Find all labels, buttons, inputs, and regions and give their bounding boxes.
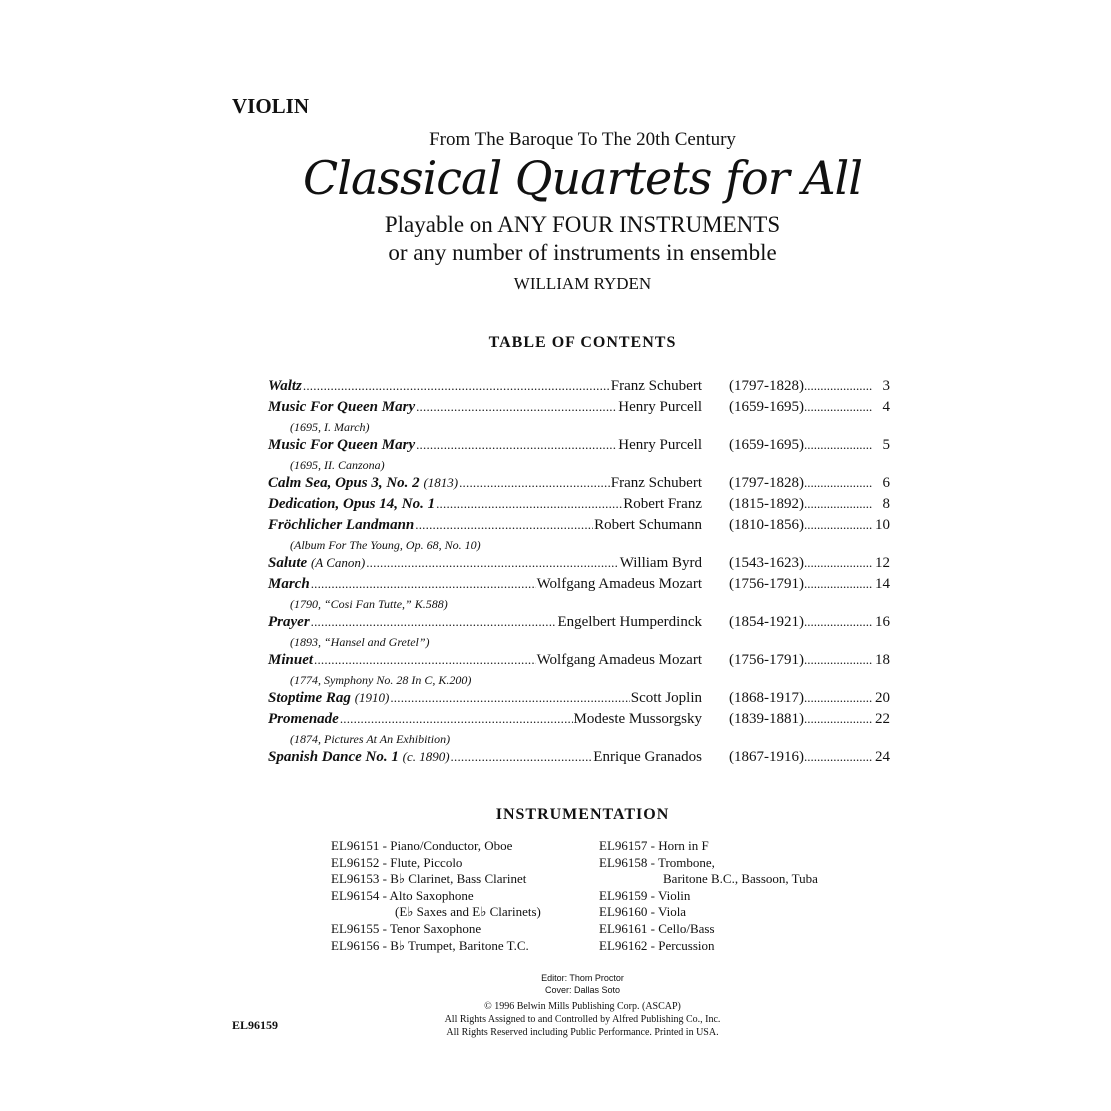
copyright-line: © 1996 Belwin Mills Publishing Corp. (ASCAP) bbox=[484, 1001, 681, 1012]
toc-leader-dots bbox=[804, 378, 872, 395]
toc-piece-subtitle: (Album For The Young, Op. 68, No. 10) bbox=[290, 538, 481, 552]
instrumentation-item: EL96158 - Trombone, bbox=[599, 854, 715, 870]
toc-page-number: 3 bbox=[882, 378, 890, 394]
toc-page-number: 20 bbox=[875, 690, 890, 706]
toc-leader-dots bbox=[436, 496, 622, 513]
toc-composer-dates: (1867-1916) bbox=[729, 749, 804, 765]
toc-piece-subtitle: (1790, “Cosi Fan Tutte,” K.588) bbox=[290, 597, 448, 611]
toc-composer: Engelbert Humperdinck bbox=[557, 614, 702, 630]
part-label: VIOLIN bbox=[232, 94, 310, 118]
toc-entry-line bbox=[268, 555, 890, 576]
toc-piece-note: (1910) bbox=[354, 690, 390, 705]
editor-credit: Editor: Thom Proctor bbox=[541, 973, 624, 983]
toc-page-number: 5 bbox=[882, 437, 890, 453]
tagline-2: or any number of instruments in ensemble bbox=[388, 240, 777, 265]
toc-composer: Robert Schumann bbox=[594, 517, 702, 533]
toc-composer-dates: (1756-1791) bbox=[729, 576, 804, 592]
toc-composer-dates: (1815-1892) bbox=[729, 496, 804, 512]
toc-heading: TABLE OF CONTENTS bbox=[488, 334, 677, 351]
toc-composer: Enrique Granados bbox=[593, 749, 702, 765]
toc-piece-title: Minuet bbox=[268, 652, 314, 668]
toc-entry bbox=[268, 378, 890, 399]
cover-credit: Cover: Dallas Soto bbox=[544, 985, 621, 995]
toc-composer-dates: (1797-1828) bbox=[729, 378, 804, 394]
toc-entry-line bbox=[268, 690, 890, 711]
toc-composer-dates: (1659-1695) bbox=[729, 399, 804, 415]
catalog-code: EL96159 bbox=[232, 1018, 279, 1032]
toc-composer: Franz Schubert bbox=[610, 475, 702, 491]
toc-leader-dots bbox=[804, 475, 872, 492]
toc-piece-title: Fröchlicher Landmann bbox=[268, 517, 415, 533]
instrumentation-heading: INSTRUMENTATION bbox=[495, 806, 670, 823]
toc-composer: Scott Joplin bbox=[630, 690, 702, 706]
toc-leader-dots bbox=[804, 399, 872, 416]
subtitle: From The Baroque To The 20th Century bbox=[429, 129, 736, 150]
toc-leader-dots bbox=[804, 555, 872, 572]
toc-entry bbox=[268, 749, 890, 770]
toc-entry-line bbox=[268, 576, 890, 597]
toc-leader-dots bbox=[451, 749, 593, 766]
toc-page-number: 4 bbox=[882, 399, 890, 415]
toc-piece-title: Prayer bbox=[268, 614, 310, 630]
toc-leader-dots bbox=[804, 690, 872, 707]
toc-page-number: 16 bbox=[875, 614, 890, 630]
copyright-line: All Rights Assigned to and Controlled by Alfred Publishing Co., Inc. bbox=[444, 1014, 721, 1025]
instrumentation-right-column bbox=[599, 838, 818, 954]
toc-entry-line bbox=[268, 749, 890, 770]
toc-composer-dates: (1543-1623) bbox=[729, 555, 804, 571]
toc-entry bbox=[268, 576, 890, 614]
toc-entry bbox=[268, 555, 890, 576]
toc-piece-subtitle: (1893, “Hansel and Gretel”) bbox=[290, 635, 430, 649]
copyright-line: All Rights Reserved including Public Performance. Printed in USA. bbox=[446, 1027, 719, 1038]
toc-leader-dots bbox=[804, 496, 872, 513]
toc-entry bbox=[268, 496, 890, 517]
toc-composer-dates: (1659-1695) bbox=[729, 437, 804, 453]
toc-entry-line bbox=[268, 652, 890, 673]
instrumentation-item: EL96160 - Viola bbox=[599, 904, 687, 920]
toc-leader-dots bbox=[804, 517, 872, 534]
toc-page-number: 6 bbox=[882, 475, 890, 491]
toc-composer-dates: (1797-1828) bbox=[729, 475, 804, 491]
toc-entry bbox=[268, 614, 890, 652]
toc-composer: Wolfgang Amadeus Mozart bbox=[536, 576, 702, 592]
toc-piece-note: (c. 1890) bbox=[402, 749, 450, 764]
toc-piece-title: March bbox=[268, 576, 310, 592]
book-title: Classical Quartets for All bbox=[303, 151, 862, 205]
toc-piece-title: Promenade bbox=[268, 711, 339, 727]
toc-page-number: 22 bbox=[875, 711, 890, 727]
instrumentation-item: EL96162 - Percussion bbox=[599, 937, 715, 953]
toc-entry-line bbox=[268, 711, 890, 732]
instrumentation-item: Baritone B.C., Bassoon, Tuba bbox=[663, 871, 818, 887]
toc-piece-note: (1813) bbox=[423, 475, 459, 490]
toc-page-number: 8 bbox=[882, 496, 890, 512]
toc-page-number: 18 bbox=[875, 652, 890, 668]
toc-leader-dots bbox=[366, 555, 618, 572]
toc-piece-title: Dedication, Opus 14, No. 1 bbox=[268, 496, 436, 512]
toc-composer: William Byrd bbox=[619, 555, 702, 571]
toc-piece-subtitle: (1695, I. March) bbox=[290, 420, 370, 434]
toc-entry bbox=[268, 690, 890, 711]
toc-leader-dots bbox=[416, 437, 617, 454]
instrumentation-item: EL96155 - Tenor Saxophone bbox=[331, 920, 482, 936]
toc-leader-dots bbox=[804, 749, 872, 766]
toc-leader-dots bbox=[416, 399, 617, 416]
toc-entry-line bbox=[268, 399, 890, 420]
toc-entry bbox=[268, 652, 890, 690]
toc-entry-line bbox=[268, 378, 890, 399]
table-of-contents bbox=[268, 378, 890, 770]
toc-piece-title: Spanish Dance No. 1 bbox=[268, 749, 399, 765]
toc-leader-dots bbox=[459, 475, 610, 492]
toc-leader-dots bbox=[340, 711, 573, 728]
toc-composer: Robert Franz bbox=[623, 496, 702, 512]
toc-composer-dates: (1868-1917) bbox=[729, 690, 804, 706]
toc-leader-dots bbox=[804, 614, 872, 631]
toc-entry bbox=[268, 475, 890, 496]
toc-composer: Franz Schubert bbox=[610, 378, 702, 394]
copyright-notice bbox=[0, 1000, 1111, 1039]
toc-piece-subtitle: (1774, Symphony No. 28 In C, K.200) bbox=[290, 673, 472, 687]
toc-entry-line bbox=[268, 437, 890, 458]
instrumentation-item: EL96153 - B♭ Clarinet, Bass Clarinet bbox=[331, 871, 527, 887]
instrumentation-left-column bbox=[331, 838, 541, 954]
toc-entry-line bbox=[268, 475, 890, 496]
toc-page-number: 14 bbox=[875, 576, 890, 592]
instrumentation-item: EL96157 - Horn in F bbox=[599, 838, 709, 853]
instrumentation-item: EL96152 - Flute, Piccolo bbox=[331, 854, 463, 870]
toc-entry bbox=[268, 399, 890, 437]
instrumentation-item: EL96154 - Alto Saxophone bbox=[331, 887, 474, 903]
toc-piece-title: Music For Queen Mary bbox=[268, 399, 416, 415]
instrumentation-item: EL96161 - Cello/Bass bbox=[599, 920, 715, 936]
toc-entry bbox=[268, 437, 890, 475]
toc-piece-title: Music For Queen Mary bbox=[268, 437, 416, 453]
instrumentation-item: EL96151 - Piano/Conductor, Oboe bbox=[331, 838, 513, 853]
toc-entry-line bbox=[268, 517, 890, 538]
toc-composer: Henry Purcell bbox=[618, 437, 702, 453]
toc-leader-dots bbox=[390, 690, 629, 707]
toc-entry bbox=[268, 517, 890, 555]
instrumentation-item: EL96159 - Violin bbox=[599, 887, 691, 903]
author: WILLIAM RYDEN bbox=[513, 274, 652, 293]
toc-leader-dots bbox=[804, 652, 872, 669]
toc-entry bbox=[268, 711, 890, 749]
toc-leader-dots bbox=[804, 711, 872, 728]
toc-entry-line bbox=[268, 614, 890, 635]
toc-piece-title: Waltz bbox=[268, 378, 302, 394]
toc-leader-dots bbox=[303, 378, 610, 395]
toc-composer-dates: (1756-1791) bbox=[729, 652, 804, 668]
toc-piece-note: (A Canon) bbox=[310, 555, 366, 570]
toc-piece-title: Salute bbox=[268, 555, 308, 571]
toc-leader-dots bbox=[311, 576, 536, 593]
toc-leader-dots bbox=[804, 576, 872, 593]
toc-leader-dots bbox=[415, 517, 593, 534]
toc-entry-line bbox=[268, 496, 890, 517]
toc-piece-title: Calm Sea, Opus 3, No. 2 bbox=[268, 475, 420, 491]
toc-piece-subtitle: (1874, Pictures At An Exhibition) bbox=[290, 732, 451, 746]
toc-leader-dots bbox=[311, 614, 557, 631]
instrumentation-item: EL96156 - B♭ Trumpet, Baritone T.C. bbox=[331, 937, 529, 953]
instrumentation-item: (E♭ Saxes and E♭ Clarinets) bbox=[395, 904, 541, 920]
toc-page-number: 24 bbox=[875, 749, 890, 765]
toc-leader-dots bbox=[314, 652, 536, 669]
toc-composer-dates: (1854-1921) bbox=[729, 614, 804, 630]
toc-composer: Henry Purcell bbox=[618, 399, 702, 415]
toc-composer-dates: (1839-1881) bbox=[729, 711, 804, 727]
toc-leader-dots bbox=[804, 437, 872, 454]
toc-page-number: 12 bbox=[875, 555, 890, 571]
tagline-1: Playable on ANY FOUR INSTRUMENTS bbox=[384, 212, 781, 237]
toc-composer-dates: (1810-1856) bbox=[729, 517, 804, 533]
toc-page-number: 10 bbox=[875, 517, 890, 533]
toc-piece-subtitle: (1695, II. Canzona) bbox=[290, 458, 385, 472]
toc-composer: Wolfgang Amadeus Mozart bbox=[536, 652, 702, 668]
toc-piece-title: Stoptime Rag bbox=[268, 690, 351, 706]
toc-composer: Modeste Mussorgsky bbox=[573, 711, 702, 727]
credits bbox=[0, 972, 1111, 996]
